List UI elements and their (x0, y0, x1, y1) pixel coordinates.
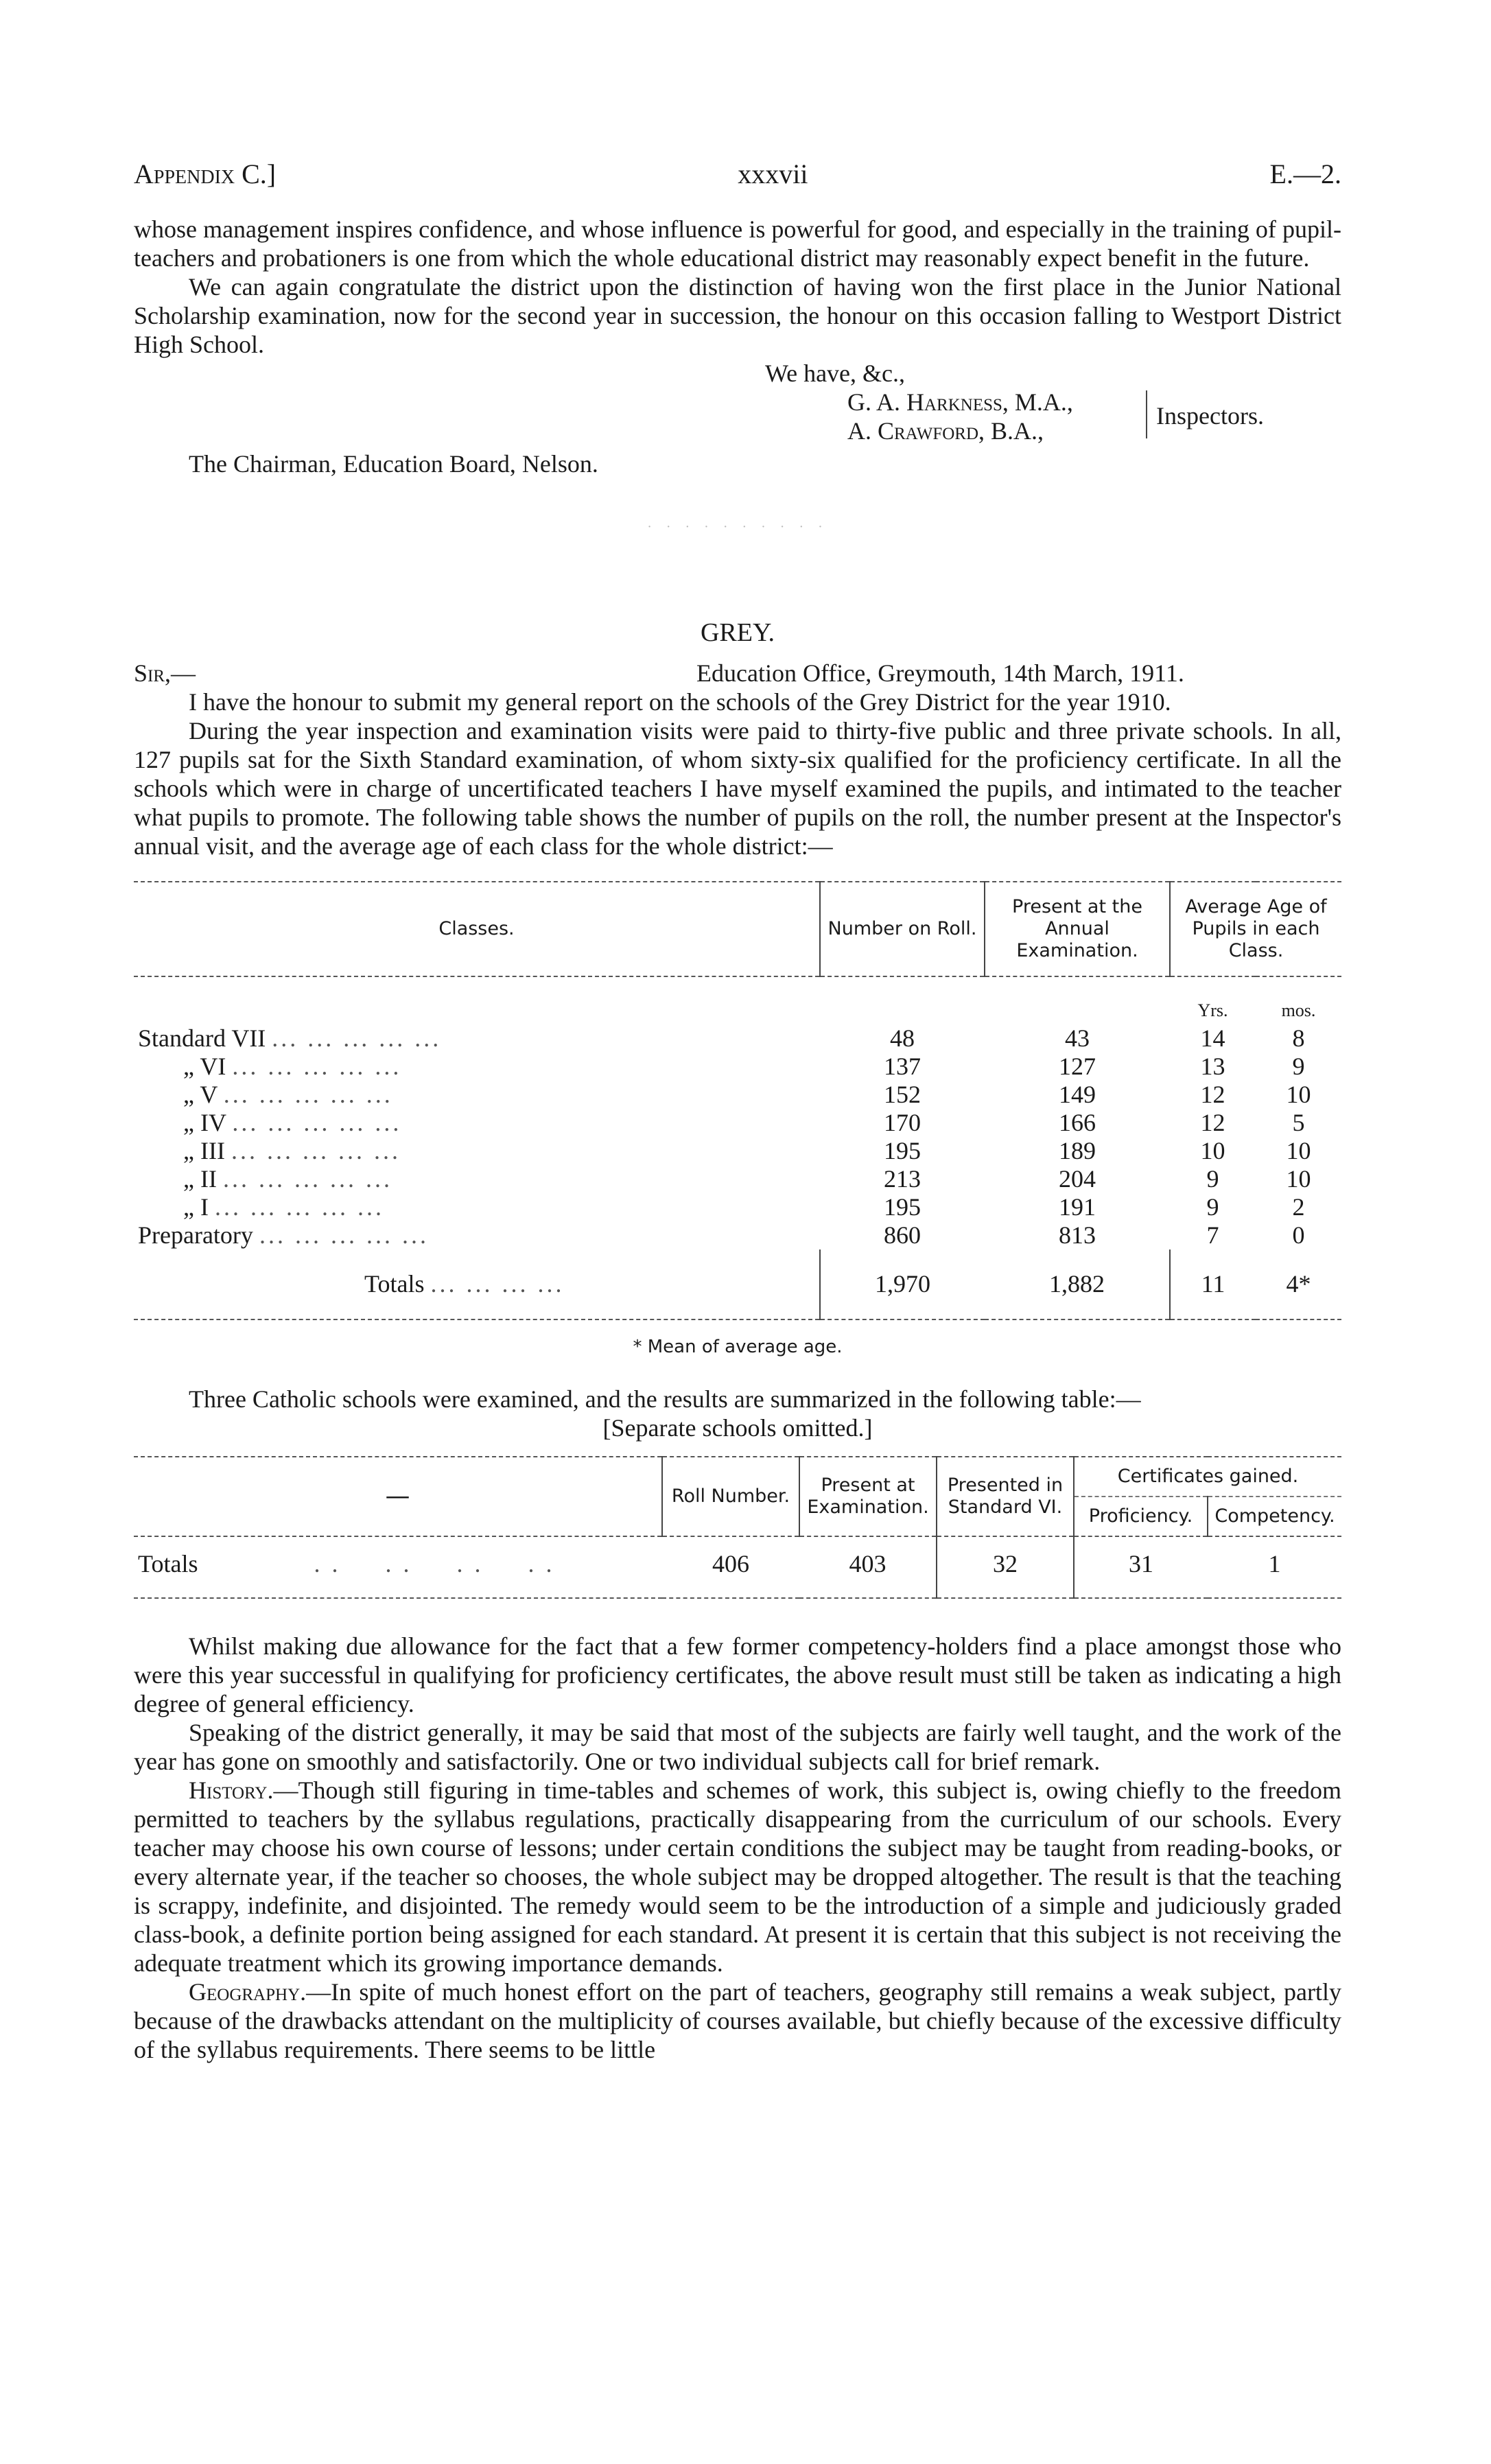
row-label: „ I (183, 1193, 209, 1221)
cell-roll: 48 (890, 1024, 915, 1052)
cell-roll: 152 (884, 1081, 921, 1108)
geography-paragraph (134, 1978, 1341, 2064)
header-proficiency: Proficiency. (1074, 1497, 1208, 1536)
separate-schools-omitted: [Separate schools omitted.] (602, 1414, 873, 1442)
unit-years: Yrs. (1197, 1000, 1228, 1020)
totals-months: 4* (1286, 1270, 1311, 1298)
header-blank: — (134, 1457, 662, 1536)
we-have: We have, &c., (765, 360, 906, 387)
header-present: Present at the Annual Examination. (985, 882, 1170, 976)
cell-months: 2 (1292, 1193, 1305, 1221)
catholic-intro: Three Catholic schools were examined, and the results are summarized in the following table:— (189, 1385, 1141, 1413)
section-separator: · · · · · · · · · · (647, 519, 828, 535)
totals-years: 11 (1170, 1249, 1256, 1319)
signature-block (134, 359, 1341, 455)
totals-presented: 32 (937, 1536, 1074, 1598)
page (134, 158, 1341, 2064)
cell-months: 10 (1286, 1081, 1311, 1108)
cell-present: 204 (1059, 1165, 1096, 1193)
inspector-2: A. Crawford, B.A., (847, 417, 1044, 445)
history-heading: History.— (189, 1776, 298, 1804)
totals-present: 1,882 (1049, 1270, 1105, 1298)
cell-months: 0 (1292, 1221, 1305, 1249)
cell-present: 127 (1059, 1053, 1096, 1080)
cell-years: 13 (1200, 1053, 1225, 1080)
table-row: Preparatory ... ... ... ... ... 860 813 7 0 (134, 1221, 1341, 1249)
grey-paragraph-1: I have the honour to submit my general report on the schools of the Grey District for the year 1910. (189, 688, 1171, 716)
cell-roll: 195 (884, 1137, 921, 1164)
cell-roll: 860 (884, 1221, 921, 1249)
totals-roll: 1,970 (820, 1249, 985, 1319)
cell-present: 149 (1059, 1081, 1096, 1108)
cell-roll: 213 (884, 1165, 921, 1193)
header-roll-number: Roll Number. (662, 1457, 799, 1536)
intro-paragraph-2: We can again congratulate the district upon the distinction of having won the first place in the Junior National Scholarship examination, now for the second year in succession, the honour on this occasion falling to Westport District High School. (134, 273, 1341, 358)
geography-text: In spite of much honest effort on the part of teachers, geography still remains a weak subject, partly because of the drawbacks attendant on the multiplicity of courses available, but chiefly because of the excessive difficulty of the syllabus requirements. There seems to be little (134, 1978, 1341, 2063)
table-row: „ I ... ... ... ... ... 195 191 9 2 (134, 1193, 1341, 1221)
row-label: „ V (183, 1081, 218, 1108)
cell-months: 10 (1286, 1165, 1311, 1193)
row-label: Preparatory (138, 1221, 253, 1249)
row-label: „ II (183, 1165, 217, 1193)
row-label: „ VI (183, 1053, 226, 1080)
row-label: „ IV (183, 1109, 226, 1136)
cell-years: 7 (1206, 1221, 1219, 1249)
header-series: E.—2. (1269, 159, 1341, 189)
letter-heading (134, 659, 1341, 688)
header-presented-std6: Presented in Standard VI. (937, 1457, 1074, 1536)
table-header-row (134, 1457, 1341, 1497)
cell-years: 14 (1200, 1024, 1225, 1052)
grey-paragraph-2: During the year inspection and examination visits were paid to thirty-five public and three private schools. In all, 127 pupils sat for the Sixth Standard examination, of whom sixty-six qualified for the proficiency certificate. In all the schools which were in charge of uncertificated teachers I have myself examined the pupils, and intimated to the teacher what pupils to promote. The following table shows the number of pupils on the roll, the number present at the Inspector's annual visit, and the average age of each class for the whole district:— (134, 717, 1341, 860)
totals-row: Totals . . . . . . . . 406 403 32 31 1 (134, 1536, 1341, 1598)
cell-roll: 137 (884, 1053, 921, 1080)
body-paragraph-1: Whilst making due allowance for the fact that a few former competency-holders find a place amongst those who were this year successful in qualifying for proficiency certificates, the above result must still be taken as indicating a high degree of general efficiency. (134, 1632, 1341, 1717)
running-header (134, 158, 1341, 190)
cell-present: 189 (1059, 1137, 1096, 1164)
header-page-number: xxxvii (738, 159, 808, 189)
cell-years: 12 (1200, 1081, 1225, 1108)
cell-years: 9 (1206, 1165, 1219, 1193)
totals-proficiency: 31 (1074, 1536, 1208, 1598)
table-row: „ V ... ... ... ... ... 152 149 12 10 (134, 1081, 1341, 1109)
salutation: Sir,— (134, 659, 196, 687)
row-label: Standard VII (138, 1024, 266, 1052)
unit-months: mos. (1281, 1000, 1316, 1020)
history-text: Though still figuring in time-tables and schemes of work, this subject is, owing chiefly to the freedom permitted to teachers by the syllabus regulations, practically disappearing from the curriculum of our schools. Every teacher may choose his own course of lessons; under certain conditions the subject may be taught from reading-books, or every alternate year, if the teacher so chooses, the whole subject may be dropped altogether. The result is that the teaching is scrappy, indefinite, and disjointed. The remedy would seem to be the introduction of a simple and judiciously graded class-book, a definite portion being assigned for each standard. At present it is certain that this subject is not receiving the adequate treatment which its growing importance demands. (134, 1776, 1341, 1977)
table-row: Standard VII ... ... ... ... ... 48 43 14 8 (134, 1024, 1341, 1053)
cell-months: 10 (1286, 1137, 1311, 1164)
header-present-exam: Present at Examination. (799, 1457, 937, 1536)
totals-roll-number: 406 (662, 1536, 799, 1598)
cell-months: 8 (1292, 1024, 1305, 1052)
cell-present: 43 (1065, 1024, 1090, 1052)
totals-label: Totals (364, 1270, 425, 1298)
cell-months: 5 (1292, 1109, 1305, 1136)
body-paragraph-2: Speaking of the district generally, it may be said that most of the subjects are fairly well taught, and the work of the year has gone on smoothly and satisfactorily. One or two individual subjects call for brief remark. (134, 1719, 1341, 1775)
class-roll-table (134, 881, 1341, 1320)
table-footnote: * Mean of average age. (633, 1337, 843, 1357)
table-row: „ II ... ... ... ... ... 213 204 9 10 (134, 1165, 1341, 1193)
table-row: „ III ... ... ... ... ... 195 189 10 10 (134, 1137, 1341, 1165)
geography-heading: Geography.— (189, 1978, 331, 2006)
signature-brace (1146, 390, 1147, 438)
cell-roll: 195 (884, 1193, 921, 1221)
cell-present: 166 (1059, 1109, 1096, 1136)
row-label: „ III (183, 1137, 225, 1164)
table-header-row (134, 882, 1341, 976)
cell-present: 191 (1059, 1193, 1096, 1221)
table-row: „ IV ... ... ... ... ... 170 166 12 5 (134, 1109, 1341, 1137)
cell-present: 813 (1059, 1221, 1096, 1249)
office-dateline: Education Office, Greymouth, 14th March, 1911. (696, 659, 1184, 687)
inspector-1: G. A. Harkness, M.A., (847, 388, 1073, 416)
intro-paragraph-1: whose management inspires confidence, and whose influence is powerful for good, and especially in the training of pupil-teachers and probationers is one from which the whole educational district may reasonably expect benefit in the future. (134, 215, 1341, 272)
totals-row: Totals ... ... ... ... 1,970 1,882 11 4* (134, 1249, 1341, 1319)
cell-years: 9 (1206, 1193, 1219, 1221)
cell-years: 10 (1200, 1137, 1225, 1164)
cell-roll: 170 (884, 1109, 921, 1136)
header-classes: Classes. (134, 882, 820, 976)
section-title-grey: GREY. (700, 618, 775, 647)
cell-months: 9 (1292, 1053, 1305, 1080)
history-paragraph (134, 1776, 1341, 1978)
totals-present: 403 (799, 1536, 937, 1598)
cell-years: 12 (1200, 1109, 1225, 1136)
header-certificates: Certificates gained. (1074, 1457, 1341, 1497)
totals-competency: 1 (1208, 1536, 1341, 1598)
addressee: The Chairman, Education Board, Nelson. (189, 450, 598, 478)
header-roll: Number on Roll. (820, 882, 985, 976)
inspectors-role: Inspectors. (1156, 402, 1264, 430)
catholic-schools-table (134, 1456, 1341, 1599)
header-appendix: Appendix C.] (134, 159, 277, 189)
header-competency: Competency. (1208, 1497, 1341, 1536)
totals-label: Totals (138, 1550, 198, 1577)
header-average-age: Average Age of Pupils in each Class. (1170, 882, 1341, 976)
table-row: „ VI ... ... ... ... ... 137 127 13 9 (134, 1053, 1341, 1081)
units-row (134, 976, 1341, 1024)
